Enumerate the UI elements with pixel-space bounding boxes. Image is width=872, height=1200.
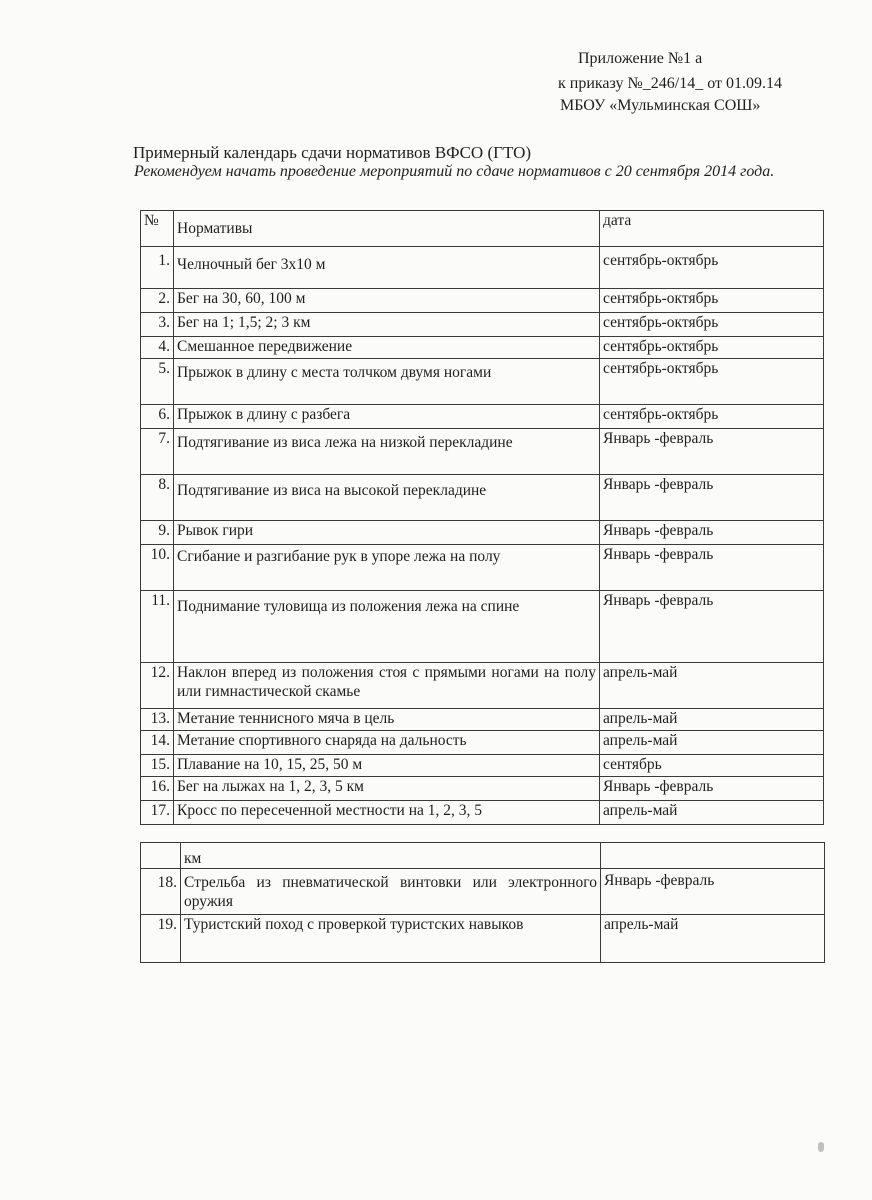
row-date: сентябрь-октябрь xyxy=(600,405,824,429)
table-row xyxy=(141,777,824,801)
table-row xyxy=(141,801,824,825)
row-standard: Наклон вперед из положения стоя с прямыми ногами на полу или гимнастической скамье xyxy=(174,663,600,709)
row-date: сентябрь-октябрь xyxy=(600,247,824,289)
order-reference: к приказу №_246/14_ от 01.09.14 xyxy=(558,75,783,92)
row-standard: Кросс по пересеченной местности на 1, 2, 3, 5 xyxy=(174,801,600,825)
row-standard: Плавание на 10, 15, 25, 50 м xyxy=(174,755,600,777)
row-num: 14. xyxy=(141,731,174,755)
row-standard: Челночный бег 3х10 м xyxy=(174,247,600,289)
row-date: апрель-май xyxy=(600,801,824,825)
table-row xyxy=(141,521,824,545)
row-date: Январь -февраль xyxy=(600,777,824,801)
row-date: Январь -февраль xyxy=(600,591,824,663)
row-num xyxy=(141,843,181,869)
row-date: Январь -февраль xyxy=(601,869,825,915)
table-row xyxy=(141,337,824,359)
row-num: 4. xyxy=(141,337,174,359)
row-standard: Бег на 1; 1,5; 2; 3 км xyxy=(174,313,600,337)
table-row-carry xyxy=(141,843,825,869)
row-standard: Бег на 30, 60, 100 м xyxy=(174,289,600,313)
table-row xyxy=(141,289,824,313)
row-standard: Стрельба из пневматической винтовки или электронного оружия xyxy=(181,869,601,915)
row-num: 13. xyxy=(141,709,174,731)
row-num: 7. xyxy=(141,429,174,475)
row-standard: Метание спортивного снаряда на дальность xyxy=(174,731,600,755)
standards-table xyxy=(140,210,824,825)
row-date: Январь -февраль xyxy=(600,429,824,475)
table-row xyxy=(141,709,824,731)
table-row xyxy=(141,545,824,591)
row-num: 9. xyxy=(141,521,174,545)
row-num: 8. xyxy=(141,475,174,521)
header-date: дата xyxy=(600,211,824,247)
table-row xyxy=(141,405,824,429)
header-standard: Нормативы xyxy=(174,211,600,247)
header-num: № xyxy=(141,211,174,247)
row-num: 11. xyxy=(141,591,174,663)
row-standard: Бег на лыжах на 1, 2, 3, 5 км xyxy=(174,777,600,801)
row-standard: Сгибание и разгибание рук в упоре лежа на полу xyxy=(174,545,600,591)
appendix-label: Приложение №1 а xyxy=(578,50,703,67)
page-title: Примерный календарь сдачи нормативов ВФСО (ГТО) xyxy=(133,143,532,162)
row-num: 2. xyxy=(141,289,174,313)
row-standard: Туристский поход с проверкой туристских навыков xyxy=(181,915,601,963)
row-num: 10. xyxy=(141,545,174,591)
row-num: 17. xyxy=(141,801,174,825)
row-num: 5. xyxy=(141,359,174,405)
table-row xyxy=(141,755,824,777)
table-row xyxy=(141,869,825,915)
row-num: 6. xyxy=(141,405,174,429)
row-date xyxy=(601,843,825,869)
standards-table-continued xyxy=(140,842,825,963)
table-header-row xyxy=(141,211,824,247)
table-row xyxy=(141,475,824,521)
table-row xyxy=(141,247,824,289)
row-date: апрель-май xyxy=(600,709,824,731)
row-date: Январь -февраль xyxy=(600,475,824,521)
row-standard: Прыжок в длину с места толчком двумя ногами xyxy=(174,359,600,405)
table-row xyxy=(141,359,824,405)
row-date: сентябрь-октябрь xyxy=(600,313,824,337)
scan-speck xyxy=(818,1142,824,1152)
table-row xyxy=(141,915,825,963)
row-num: 15. xyxy=(141,755,174,777)
row-standard: Смешанное передвижение xyxy=(174,337,600,359)
row-num: 12. xyxy=(141,663,174,709)
row-date: сентябрь-октябрь xyxy=(600,289,824,313)
row-date: сентябрь-октябрь xyxy=(600,359,824,405)
table-row xyxy=(141,591,824,663)
table-row xyxy=(141,429,824,475)
table-row xyxy=(141,731,824,755)
row-num: 3. xyxy=(141,313,174,337)
row-date: сентябрь xyxy=(600,755,824,777)
row-standard: Поднимание туловища из положения лежа на спине xyxy=(174,591,600,663)
page-subtitle: Рекомендуем начать проведение мероприятий по сдаче нормативов с 20 сентября 2014 года. xyxy=(134,163,775,180)
row-date: Январь -февраль xyxy=(600,545,824,591)
row-num: 1. xyxy=(141,247,174,289)
row-standard: Подтягивание из виса на высокой перекладине xyxy=(174,475,600,521)
row-standard: Прыжок в длину с разбега xyxy=(174,405,600,429)
school-name: МБОУ «Мульминская СОШ» xyxy=(560,97,761,114)
row-date: апрель-май xyxy=(601,915,825,963)
row-date: апрель-май xyxy=(600,663,824,709)
row-standard: Подтягивание из виса лежа на низкой перекладине xyxy=(174,429,600,475)
row-date: сентябрь-октябрь xyxy=(600,337,824,359)
table-row xyxy=(141,313,824,337)
row-date: апрель-май xyxy=(600,731,824,755)
row-num: 18. xyxy=(141,869,181,915)
row-standard: Рывок гири xyxy=(174,521,600,545)
row-num: 16. xyxy=(141,777,174,801)
row-date: Январь -февраль xyxy=(600,521,824,545)
row-standard: Метание теннисного мяча в цель xyxy=(174,709,600,731)
table-row xyxy=(141,663,824,709)
row-standard-carry: км xyxy=(181,843,601,869)
row-num: 19. xyxy=(141,915,181,963)
